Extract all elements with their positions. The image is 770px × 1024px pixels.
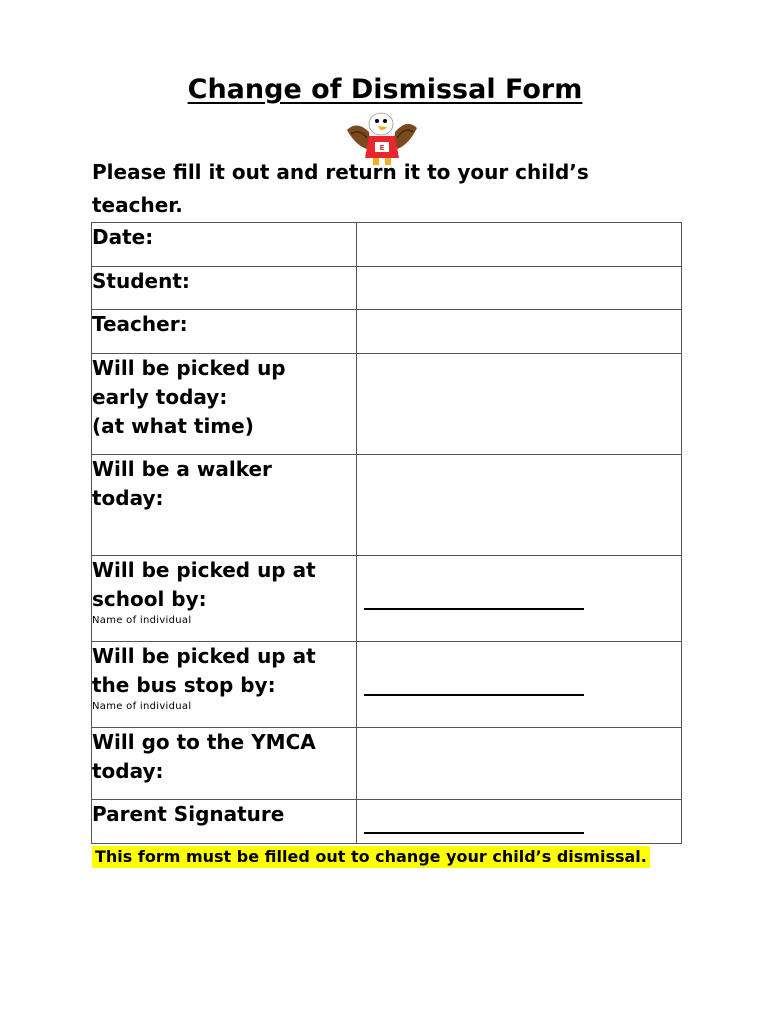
- form-row-parent-signature: [92, 800, 682, 844]
- student-label: Student:: [92, 267, 357, 310]
- parent-signature-label: Parent Signature: [92, 800, 357, 844]
- form-row-teacher: [92, 310, 682, 354]
- early-pickup-label-line-2: early today:: [92, 385, 228, 409]
- form-row-date: [92, 223, 682, 267]
- bus-stop-pickup-label-line-2: the bus stop by:: [92, 673, 276, 697]
- bus-stop-pickup-label-line-1: Will be picked up at: [92, 644, 316, 668]
- ymca-label: [92, 728, 357, 800]
- instructions: Please fill it out and return it to your child’s teacher.: [92, 160, 589, 217]
- bus-stop-pickup-signature-line: [364, 694, 584, 696]
- teacher-field[interactable]: [357, 310, 682, 354]
- school-pickup-label: [92, 556, 357, 642]
- bus-stop-pickup-sublabel: Name of individual: [92, 701, 192, 712]
- school-pickup-label-line-1: Will be picked up at: [92, 558, 316, 582]
- svg-text:E: E: [379, 144, 385, 152]
- form-row-ymca: [92, 728, 682, 800]
- bus-stop-pickup-label: [92, 642, 357, 728]
- teacher-label: Teacher:: [92, 310, 357, 354]
- walker-label-line-2: today:: [92, 486, 164, 510]
- form-row-school-pickup: [92, 556, 682, 642]
- walker-field[interactable]: [357, 455, 682, 556]
- early-pickup-field[interactable]: [357, 354, 682, 455]
- form-row-student: [92, 267, 682, 310]
- school-pickup-signature-line: [364, 608, 584, 610]
- early-pickup-label-line-1: Will be picked up: [92, 356, 286, 380]
- form-row-walker: [92, 455, 682, 556]
- date-label: Date:: [92, 223, 357, 267]
- school-pickup-sublabel: Name of individual: [92, 615, 192, 626]
- form-row-bus-stop-pickup: [92, 642, 682, 728]
- ymca-label-line-2: today:: [92, 759, 164, 783]
- date-field[interactable]: [357, 223, 682, 267]
- school-pickup-label-line-2: school by:: [92, 587, 207, 611]
- walker-label: [92, 455, 357, 556]
- ymca-label-line-1: Will go to the YMCA: [92, 730, 316, 754]
- student-field[interactable]: [357, 267, 682, 310]
- school-pickup-field[interactable]: [357, 556, 682, 642]
- form-title: Change of Dismissal Form: [187, 74, 583, 105]
- bus-stop-pickup-field[interactable]: [357, 642, 682, 728]
- parent-signature-field[interactable]: [357, 800, 682, 844]
- ymca-field[interactable]: [357, 728, 682, 800]
- dismissal-form-table: [91, 222, 682, 844]
- parent-signature-line: [364, 832, 584, 834]
- walker-label-line-1: Will be a walker: [92, 457, 272, 481]
- early-pickup-label: [92, 354, 357, 455]
- dismissal-notice: This form must be filled out to change your child’s dismissal.: [92, 846, 650, 868]
- early-pickup-label-line-3: (at what time): [92, 414, 254, 438]
- form-row-early-pickup: [92, 354, 682, 455]
